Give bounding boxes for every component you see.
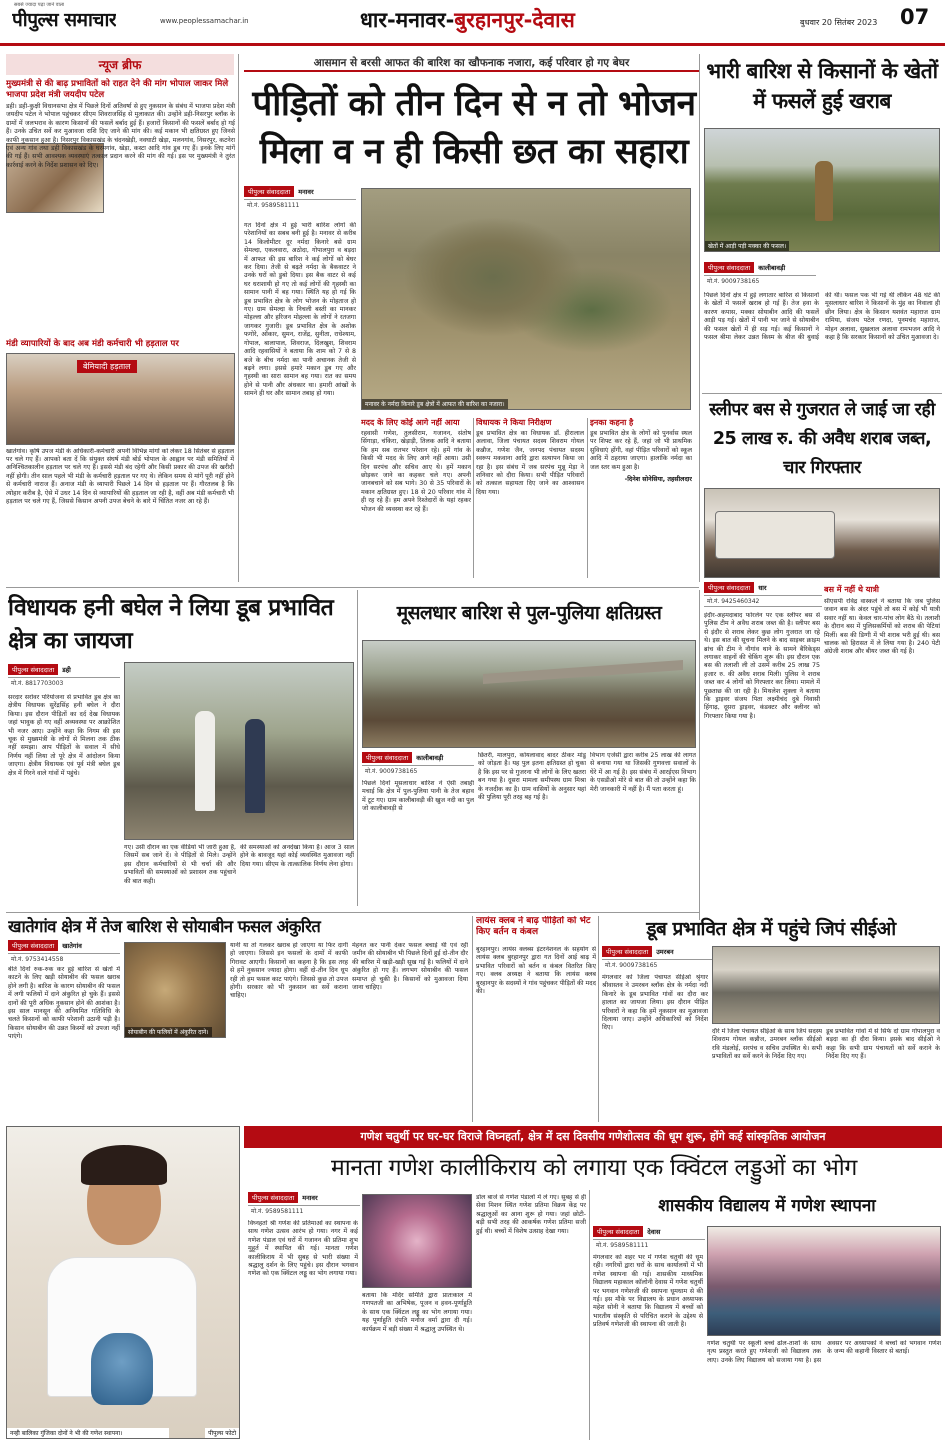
rule: [699, 590, 700, 920]
bridge-headline: मूसलधार बारिश से पुल-पुलिया क्षतिग्रस्त: [396, 602, 662, 624]
farmers-mobile: मो.नं. 9009738165: [704, 275, 816, 286]
ceo-visit-photo: [712, 946, 940, 1024]
lead-kicker: आसमान से बरसी आफत की बारिश का खौफनाक नजारा, कई परिवार हो गए बेघर: [244, 56, 699, 72]
ganesh-idol-photo: [362, 1194, 472, 1288]
masthead: [0, 0, 945, 46]
mla-place: डही: [62, 666, 71, 674]
rule: [357, 590, 358, 906]
rule: [699, 54, 700, 582]
girl-photo-caption: नन्ही बालिका गुंजिका दोनों ने भी की गणेश स्थापना।: [7, 1428, 169, 1438]
bridge-place: कालीबावड़ी: [416, 754, 444, 762]
rule: [598, 916, 599, 1122]
ganesh1-byline: पीपुल्स संवाददाता: [248, 1192, 298, 1203]
damaged-bridge-photo: [362, 640, 696, 748]
ganesh2-byline-block: [593, 1226, 705, 1250]
crop-body: बीते दिनों रुक-रुक कर हुई बारिश से खेतों में काटने के लिए खड़ी सोयाबीन की फसल खराब होने लगी है। बारिश के कारण सोयाबीन की फसल में लगी फलियों में दाने अंकुरित हो चुके हैं। इससे दानों की पूरी अधिक नुकसान होने की आशंका है। इस साल मानसून की अनियमित गतिविधि के चलते किसानों को काफी परेशानी उठानी पड़ी है। किसान सोयाबीन की उन्नत किस्मों को उपजा नहीं पाएंगे।: [8, 966, 120, 1041]
lead-subcol-2-body: डूब प्रभावित क्षेत्र का विधायक डॉ. हीरालाल अलावा, जिला पंचायत सदस्य शिवराम गोयल कन्नौज, गणेश जैन, जनपद पंचायत सदस्य स्वरूप मकवाना आदि द्वारा सत्यापन किया जा रहा है। इस संबंध में जब सरपंच मुन्नू मेड़ा ने शनिवार को दौरा किया। सभी पीड़ित परिवारों को तत्काल सहायता दिए जाने का आश्वासन दिया गया।: [476, 430, 584, 496]
lead-subcol-3-body: डूब प्रभावित क्षेत्र के लोगों को पुनर्वास स्थल पर शिफ्ट कर रहे हैं, जहां जो भी प्राथमिक सुविधाएं होंगी, वहां पीड़ित परिवारों को स्कूल आदि में ठहराया जाएगा। हालांकि नर्मदा का जल स्तर कम हुआ है।: [590, 430, 692, 471]
mla-headline: विधायक हनी बघेल ने लिया डूब प्रभावित क्षेत्र का जायजा: [8, 595, 334, 654]
rule: [702, 393, 942, 394]
ganesh1-headline: मानता गणेश कालीकिराय को लगाया एक क्विंटल लड्डुओं का भोग: [330, 1155, 858, 1181]
farmers-byline-block: [704, 262, 816, 286]
ganesh1-place: मनावर: [302, 1194, 318, 1202]
lead-subcol-3-sign: -दिनेश सोनेसिया, तहसीलदार: [624, 476, 692, 484]
mla-visit-photo: [124, 662, 354, 840]
ceo-body-3: डूब प्रभावित गांवों में से सिर्फ दो ग्राम गोपालपुरा व बड़दा का ही दौरा किया। इसके बाद सीईओ ने कहा कि सभी ग्राम पंचायतों को सर्वे कराने के निर्देश दिए गए हैं।: [826, 1028, 940, 1061]
bridge-body-3: विभाग एजेंसी द्वारा करीब 25 लाख की लागत से बनाया गया था जिसकी गुणवत्ता सवालों के घेरे में आ गई है। इस संबंध में आरईएस विभाग के एसडीओ मोरे से बात की तो उन्होंने कहा कि मेरी जानकारी में नहीं है। मैं पता करता हूं।: [590, 752, 696, 793]
farmers-place: कालीबावड़ी: [758, 264, 786, 272]
lions-body: बुरहानपुर। लायंस क्लब्स इंटरनेशनल के सहयोग से लायंस क्लब बुरहानपुर द्वारा गत दिनों आई बाढ़ में प्रभावित परिवारों को बर्तन व कंबल वितरित किए गए। क्लब अध्यक्ष ने बताया कि लायंस क्लब बुरहानपुर के सदस्यों ने गांव पहुंचकर पीड़ितों की मदद की।: [476, 946, 596, 996]
strike-banner-text: बेमियादी हड़ताल: [77, 360, 137, 373]
mandi-strike-photo: [6, 353, 235, 445]
lead-byline-block: [244, 186, 356, 210]
mla-byline-block: [8, 664, 120, 688]
rule: [587, 418, 588, 578]
ganesh1-body-2: बताया कि मंदिर समिति द्वारा प्रातःकाल में गणपतजी का अभिषेक, पूजन व हवन-पूर्णाहुति के साथ एक क्विंटल लड्डू का भोग लगाया गया। यह पूर्णाहुति दंपति मनोज वर्मा द्वारा दी गई। कार्यक्रम में बड़ी संख्या में श्रद्धालु उपस्थित थे।: [362, 1292, 472, 1333]
crowd-figure: [195, 711, 215, 811]
lions-headline: लायंस क्लब ने बाढ़ पीड़ितों को भेंट किए बर्तन व कंबल: [476, 916, 591, 937]
liquor-body: इंदौर-अहमदाबाद फोरलेन पर एक स्लीपर बस से पुलिस टीम ने अवैध शराब जब्त की है। स्लीपर बस से इंदौर से शराब लेकर कुछ लोग गुजरात जा रहे थे। इस बात की सूचना मिलने के बाद साइबर क्राइम ब्रांच की टीम ने नौगांव थाने के सामने बैरिकेड्स लगाकर वाहनों की चेकिंग शुरू की। इस दौरान एक बस की तलाशी ली तो उसमें करीब 25 लाख 75 हजार रु. की अवैध शराब मिली। पुलिस ने शराब जब्त कर 4 लोगों को गिरफ्तार कर लिया। मामले में पूछताछ की जा रही है। मिथलेश शुक्ला ने बताया कि ड्राइवर संजय पिता लक्ष्मीचंद दुबे निवासी हिंगाढ़, दूसरा ड्राइवर, कंडक्टर और क्लीनर को गिरफ्तार किया गया है।: [704, 612, 820, 720]
ceo-body: मंगलवार को जिला पंचायत सीईओ श्रृंगार श्रीवास्तव ने उमरबन ब्लॉक क्षेत्र के नर्मदा नदी किनारे के डूब प्रभावित गांवों का दौरा कर हालात का जायजा लिया। इस दौरान पीड़ित परिवारों ने कहा कि हमें नुकसान का मुआवजा दिलाया जाए। उन्होंने अधिकारियों को निर्देश दिए।: [602, 974, 708, 1032]
ganesh2-byline: पीपुल्स संवाददाता: [593, 1226, 643, 1237]
lead-subcol-1-head: मदद के लिए कोई आगे नहीं आया: [361, 418, 460, 427]
farmers-headline: भारी बारिश से किसानों के खेतों में फसलें हुई खराब: [706, 59, 938, 113]
lead-subcol-1: [361, 418, 471, 582]
maize-field-photo: [704, 128, 940, 252]
edition-title-plain: धार-मनावर-: [360, 8, 455, 32]
lead-subcol-1-body: रहवासी गणेश, तुलसीराम, गजानन, संतोष सिंगाड़ा, चंकिरा, खेड़ाड़ी, तिलक आदि ने बताया कि हम सब रातभर परेशान रहे। हमें गांव के किसी भी मदद के लिए आगे नहीं आया। उसी दिन सरपंच और सचिव आए थे। हमें मकान छोड़कर जाने का कहकर चले गए। अपनी जानबचाने को सब भागे। 30 से 35 परिवारों के मकान क्षतिग्रस्त हुए। 18 से 20 परिवार गांव में ही रह रहे हैं। हम अपने रिश्तेदारों के यहां रहकर भोजन की व्यवस्था कर रहे हैं।: [361, 430, 471, 513]
mla-body: सरदार सरोवर परियोजना से प्रभावित डूब क्षेत्र का क्षेत्रीय विधायक सुरेंद्रसिंह हनी बघेल ने दौरा किया। इस दौरान पीड़ितों का दर्द देख विधायक जहां भावुक हो गए वहीं अव्यवस्था पर आक्रोशित भी नजर आए। उन्होंने कहा कि निगम की इस चूक से मुख्यमंत्री के लोगों से मिलना तक ठीक नहीं समझा। आप पीड़ितों के सवाल में सीधे निर्णय नहीं लिया तो पूरे क्षेत्र में आंदोलन किया जाएगा। क्षेत्रीय विधायक एवं पूर्व मंत्री बघेल डूब क्षेत्र में गिरने वाले गांवों में पहुंचे।: [8, 694, 120, 777]
ganesh2-mobile: मो.नं. 9589581111: [593, 1239, 705, 1250]
farmer-figure: [815, 161, 833, 221]
mla-byline: पीपुल्स संवाददाता: [8, 664, 58, 675]
edition-title: [360, 6, 690, 36]
liquor-side-body: सीएसपी रविंद्र वास्कले ने बताया कि जब पुलिस जवान बस के अंदर पहुंचे तो बस में कोई भी यात्री सवार नहीं था। केवल चार-पांच लोग बैठे थे। तलाशी के दौरान बस में पुलिसकर्मियों को शराब की पेटियां मिलीं। बस की डिग्गी में भी शराब भरी हुई थी। बस चालक को हिरासत में ले लिया गया है। 240 पेटी अंग्रेजी शराब और बीयर जब्त की गई है।: [824, 598, 940, 656]
lead-place: मनावर: [298, 188, 314, 196]
lead-body: गत दिनों क्षेत्र में हुई भारी बारिश लोगों की परेशानियों का सबब बनी हुई है। मनावर से करीब 14 किलोमीटर दूर नर्मदा किनारे बसे ग्राम सेमल्दा, एकलवारा, अठोदा, गोपालपुरा व बड़दा में आफत की इस बारिश ने कई लोगों को बेघर कर दिया। तेजी से बढ़ते नर्मदा के बैकवाटर ने उनके घरों को डुबो दिया। इस बैक वाटर से कई घर धराशायी हो गए तो कई लोगों की गृहस्थी का सामान पानी में बह गया। स्थिति यह हो गई कि डूब प्रभावित क्षेत्र के लोग भोजन के मोहताज हो गए। ग्राम सेमल्दा के निचली बस्ती का मानकर मोहल्ला और हरिजन मोहल्ला के लोगों ने रतजगा जागकर गुजारी। डूब प्रभावित क्षेत्र के अशोक फगोरे, ओंकार, सुमन, राजेंद्र, सुनीता, राधेश्याम, गोपाल, बालापाल, शिवराज, दिलखुश, शिवराम आदि रहवासियों ने बताया कि शाम को 7 से 8 बजे के बीच नर्मदा का पानी अचानक तेजी से बढ़ने लगा। इससे हमारे मकान डूब गए और गृहस्थी का सारा सामान बह गया। रात का समय होने से पानी और अंधकार था। हमारी आंखों के सामने ही घर और सामान तबाह हो गया।: [244, 222, 356, 398]
soybean-photo: [124, 942, 226, 1038]
bridge-byline-block: [362, 752, 474, 776]
mla-mobile: मो.नं. 8817703003: [8, 677, 120, 688]
page-number: 07: [900, 5, 930, 29]
news-brief-label: न्यूज ब्रीफ: [6, 54, 234, 75]
lead-subcol-2: [476, 418, 584, 582]
mla-body-2: गए। उसी दौरान का एक वीडियो भी जारी हुआ है, जिसमें सब जाने दें। वे पीड़ितों से मिले। उन्होंने इस दौरान कर्मचारियों से भी चर्चा की और प्रभावितों की समस्याओं को प्रशासन तक पहुंचाने की बात कही।: [124, 844, 236, 885]
flood-aerial-photo: [361, 188, 691, 410]
edition-title-red: बुरहानपुर-देवास: [454, 8, 575, 32]
ceo-body-2: दौरे में जिला पंचायत सीईओ के साथ जिपं सदस्य शिवराम गोयल कन्नौज, उमरबन ब्लॉक सीईओ रवि मंडलोई, सरपंच व सचिव उपस्थित थे। सभी प्रभावितों का सर्वे करने के निर्देश दिए गए।: [712, 1028, 822, 1061]
lead-subcol-3: [590, 418, 692, 582]
girl-photo-credit: पीपुल्स फोटो: [205, 1428, 239, 1438]
news-brief-column: [6, 54, 239, 582]
rule: [472, 916, 473, 1122]
lead-byline: पीपुल्स संवाददाता: [244, 186, 294, 197]
ganesh1-body-3: डोल बाजे से गणेश पंडालों में ले गए। सुबह से ही सेवा मिशन स्थित गणेश प्रतिमा विक्रय केंद्र पर श्रद्धालुओं का आना शुरू हो गया। जहां छोटी-बड़ी सभी तरह की आकर्षक गणेश प्रतिमा सजी हुई थी। बच्चों में विशेष उत्साह देखा गया।: [476, 1194, 586, 1235]
liquor-byline: पीपुल्स संवाददाता: [704, 582, 754, 593]
lead-mobile: मो.नं. 9589581111: [244, 199, 356, 210]
ceo-byline-block: [602, 946, 714, 970]
ganesh-idol: [91, 1333, 153, 1405]
ganesh-banner-text: गणेश चतुर्थी पर घर-घर विराजे विघ्नहर्ता, क्षेत्र में दस दिवसीय गणेशोत्सव की धूम शुरू, होंगे कई सांस्कृतिक आयोजन: [360, 1130, 826, 1143]
ceo-mobile: मो.नं. 9009738165: [602, 959, 714, 970]
liquor-headline: स्लीपर बस से गुजरात ले जाई जा रही 25 लाख रु. की अवैध शराब जब्त, चार गिरफ्तार: [709, 400, 935, 478]
rule: [6, 912, 699, 913]
liquor-side-head: बस में नहीं थे यात्री: [824, 585, 879, 594]
crop-body-2: यानी या तो गलकर खराब हो जाएगा या फिर दागी हो जाएगा। जिससे इन फसलों के दामों में काफी गिरावट आएगी। किसानों का कहना है कि इस तरह से हमें नुकसान ज्यादा होगा। वहीं दो-तीन दिन धूप रही तो हम फसल काट पाएंगे। जिससे कुछ तो उपज होगी। सरकार को भी नुकसान का सर्वे कराना चाहिए।: [230, 942, 348, 1000]
masthead-logo: पीपुल्स समाचार: [12, 9, 117, 31]
school-ganesh-photo: [707, 1226, 941, 1336]
brief-2-headline: मंडी व्यापारियों के बाद अब मंडी कर्मचारी भी हड़ताल पर: [6, 339, 179, 349]
ganesh2-headline: शासकीय विद्यालय में गणेश स्थापना: [658, 1196, 876, 1216]
mla-body-3: की समस्याओं को अनदेखा किया है। आज 3 साल होने के बावजूद यहां कोई व्यवस्थित मुआवजा नहीं दिया गया। सीएम के तात्कालिक निर्णय लेना होगा।: [240, 844, 354, 868]
ganesh2-body: मंगलवार को शहर भर में गणेश चतुर्थी की धूम रही। नगरियों द्वारा घरों के साथ कार्यालयों में भी गणेश स्थापना की गई। शासकीय माध्यमिक विद्यालय महाकाल कॉलोनी देवास में गणेश चतुर्थी पर भगवान गणेशजी की स्थापना धूमधाम से की गई। इस मौके पर विद्यालय के प्रधान अध्यापक महेश सोनी ने बताया कि विद्यालय में बच्चों को भारतीय संस्कृति से परिचित कराने के उद्देश्य से प्रतिवर्ष गणेशजी की स्थापना की जाती है।: [593, 1254, 703, 1329]
issue-date: बुधवार 20 सितंबर 2023: [800, 18, 878, 27]
bridge-body-1: पिछले दिनों मूसलाधार बारिश ने ऐसी तबाही मचाई कि क्षेत्र में पुल-पुलिया पानी के तेज बहाव में टूट गए। ग्राम कालीबावड़ी की खुज नदी का पुल जो कालीबावड़ी से: [362, 780, 474, 813]
crop-byline-block: [8, 940, 120, 964]
ganesh-banner: [244, 1126, 942, 1148]
crop-body-3: मेहनत कर पानी देकर फसल बचाई थी एवं रही जमीन की सोयाबीन भी पिछले दिनों हुई दो-तीन दौर की बारिश में खड़ी-खड़ी सूख गई है। फलियों में दाने अंकुरित हो गए हैं। लगभग सोयाबीन की फसल समाप्त हो चुकी है। किसानों को मुआवजा दिया जाना चाहिए।: [352, 942, 468, 992]
farmers-body: पिछले दिनों क्षेत्र में हुई लगातार बारिश से किसानों के खेतों में फसलें खराब हो गई हैं। तेज हवा के कारण कपास, मक्का सोयाबीन आदि की फसलें आड़ी पड़ गई। खेतों में पानी भर जाने से सोयाबीन की फसल खेतों में ही सड़ गई। कई किसानों ने फसल बीमा लेकर उन्नत किस्म के बीज की बुवाई की थी। फसल पक भी गई थी लेकिन 48 घंटे की मूसलाधार बारिश ने किसानों के मुंह का निवाला ही छीन लिया। क्षेत्र के किसान यशवंत महाराज ग्राम रामिया, संजय पटेल रणदा, पूनमचंद महाराज, मोहन अलावा, सुखलाल अलावा रामभजन आदि ने कहा है कि सरकार किसानों को उचित मुआवजा दे।: [704, 292, 940, 342]
crop-byline: पीपुल्स संवाददाता: [8, 940, 58, 951]
ganesh2-body-2: गणेश चतुर्थी पर स्कूली बच्चे ढोल-ताशों के साथ नृत्य प्रस्तुत करते हुए गणेशजी को विद्यालय तक लाए। उनके लिए विद्यालय को सजाया गया है। इस अवसर पर अध्यापकों ने बच्चों को भगवान गणेश के जन्म की कहानी विस्तार से बताई।: [707, 1340, 941, 1364]
girl-with-ganesh-photo: [6, 1126, 240, 1439]
lead-headline: पीड़ितों को तीन दिन से न तो भोजन मिला व न ही किसी छत का सहारा: [252, 84, 696, 172]
bridge-deck: [483, 660, 683, 684]
bridge-mobile: मो.नं. 9009738165: [362, 765, 474, 776]
rule: [589, 1190, 590, 1440]
bus-shape: [715, 511, 835, 559]
ceo-place: उमरबन: [656, 948, 674, 956]
farmers-byline: पीपुल्स संवाददाता: [704, 262, 754, 273]
ceo-byline: पीपुल्स संवाददाता: [602, 946, 652, 957]
brief-2-body: खातेगांव। कृषि उपज मंडी के अधिकारी-कर्मचारी अपनी विभिन्न मांगों को लेकर 18 सितंबर से हड़ताल पर चले गए हैं। आपको बता दें कि संयुक्त संघर्ष मंडी बोर्ड भोपाल के आह्वान पर मंडी समितियों में अनिश्चितकालीन हड़ताल पर चले गए हैं। इससे मंडी बंद रहेगी और किसी प्रकार की उपज की खरीदी नहीं होगी। तीन साल पहले भी मंडी के कर्मचारी हड़ताल पर गए थे। लेकिन समय से मांगें पूरी नहीं होने से कर्मचारी नाराज हैं। अनाज मंडी के व्यापारी पिछले 14 दिन से हड़ताल पर हैं। गौरतलब है कि त्योहार करीब है, ऐसे में उधर 14 दिन से व्यापारियों की हड़ताल जा रही है, वहीं अब मंडी कर्मचारी भी हड़ताल पर चले गए हैं, जिससे किसान अपनी उपज बेचने के बारे में चिंतित नजर आ रहे हैं।: [6, 447, 234, 505]
ganesh2-place: देवास: [647, 1228, 661, 1236]
soybean-photo-caption: सोयाबीन की फलियों में अंकुरित दाने।: [125, 1027, 212, 1037]
liquor-place: धार: [758, 584, 767, 592]
crop-headline: खातेगांव क्षेत्र में तेज बारिश से सोयाबीन फसल अंकुरित: [8, 917, 321, 936]
masthead-website: www.peoplessamachar.in: [160, 17, 249, 25]
ganesh1-byline-block: [248, 1192, 360, 1216]
brief-1-headline: मुख्यमंत्री से की बाढ़ प्रभावितों को राहत देने की मांग भोपाल जाकर मिले भाजपा प्रदेश मंत्री जयदीप पटेल: [6, 79, 229, 100]
rule: [6, 587, 699, 588]
flood-photo-caption: मनावर के नर्मदा किनारे डूब क्षेत्रों में आफत की बारिश का नजारा।: [362, 399, 508, 409]
ganesh1-body: विघ्नहर्ता श्री गणेश की प्रतिमाओं का स्थापना के साथ गणेश उत्सव आरंभ हो गया। नगर में कई गणेश पंडाल एवं घरों में गजानन की प्रतिमा शुभ मुहूर्त में स्थापित की गई। मानता गणेश कालीकिराय में भी सुबह से भारी संख्या में श्रद्धालु दर्शन के लिए पहुंचे। इस दौरान भगवान गणेश को एक क्विंटल लड्डू का भोग लगाया गया।: [248, 1220, 358, 1278]
crowd-figure: [245, 719, 265, 813]
sleeper-bus-photo: [704, 488, 940, 578]
maize-photo-caption: खेतों में आड़ी पड़ी मक्का की फसल।: [705, 241, 789, 251]
liquor-byline-block: [704, 582, 822, 608]
masthead-tagline: सबसे ज्यादा पढ़ा जाने वाला: [14, 2, 65, 8]
crop-place: खातेगांव: [62, 942, 82, 950]
girl-hair: [81, 1145, 167, 1185]
ceo-headline: डूब प्रभावित क्षेत्र में पहुंचे जिपं सीईओ: [646, 918, 896, 940]
brief-1-body: डही। डही-कुक्षी विधानसभा क्षेत्र में पिछले दिनों अतिवर्षा से हुए नुकसान के संबंध में भाजपा प्रदेश मंत्री जयदीप पटेल ने भोपाल पहुंचकर सीएम शिवराजसिंह से मुलाकात की। उन्होंने डही-निसरपुर ब्लॉक के ग्रामों में जलभराव के कारण किसानों की फसलें बर्बाद हुई हैं। हजारों किसानों की फसलें बर्बाद हो गई हैं। उनके उचित सर्वे कर मुआवजा राशि दिए जाने की मांग की। कई मकान भी क्षतिग्रस्त हुए जिनसे काफी नुकसान हुआ है। निसरपुर विकासखंड के चंदनखेड़ी, नवघाटी खेड़ा, मलनगांव, निसरपुर, कटनेरा एवं अन्य गांव तथा डही विकासखंड के घरमगांव, खेड़ा, कस्टा आदि गांव डूब गए हैं। इनके लिए मांगें की गई हैं। सभी आवश्यक व्यवस्थाएं तत्काल प्रदान करने की मांग की गई। इस पर मुख्यमंत्री ने तुरंत कार्रवाई करने के निर्देश प्रशासन को दिए।: [6, 103, 235, 169]
lead-subcol-3-head: इनका कहना है: [590, 418, 634, 427]
lead-subcol-2-head: विधायक ने किया निरीक्षण: [476, 418, 552, 427]
bridge-byline: पीपुल्स संवाददाता: [362, 752, 412, 763]
ganesh1-mobile: मो.नं. 9589581111: [248, 1205, 360, 1216]
crop-mobile: मो.नं. 9753414558: [8, 953, 120, 964]
liquor-mobile: मो.नं. 9425460342: [704, 595, 822, 607]
rule: [473, 418, 474, 578]
bridge-body-2: छितरी, मालपुरा, कोयलावाद बादर ठीकर मांडू को जोड़ता है। यह पुल इतना क्षतिग्रस्त हो चुका है कि इस पर से गुजरना भी लोगों के लिए खतरा बन गया है। दूसरा मामला समीपस्थ ग्राम मिश्रा के नजदीक का है। ग्राम वासियों के अनुसार यहां की पुलिया पूरी तरह बह गई है।: [478, 752, 586, 802]
